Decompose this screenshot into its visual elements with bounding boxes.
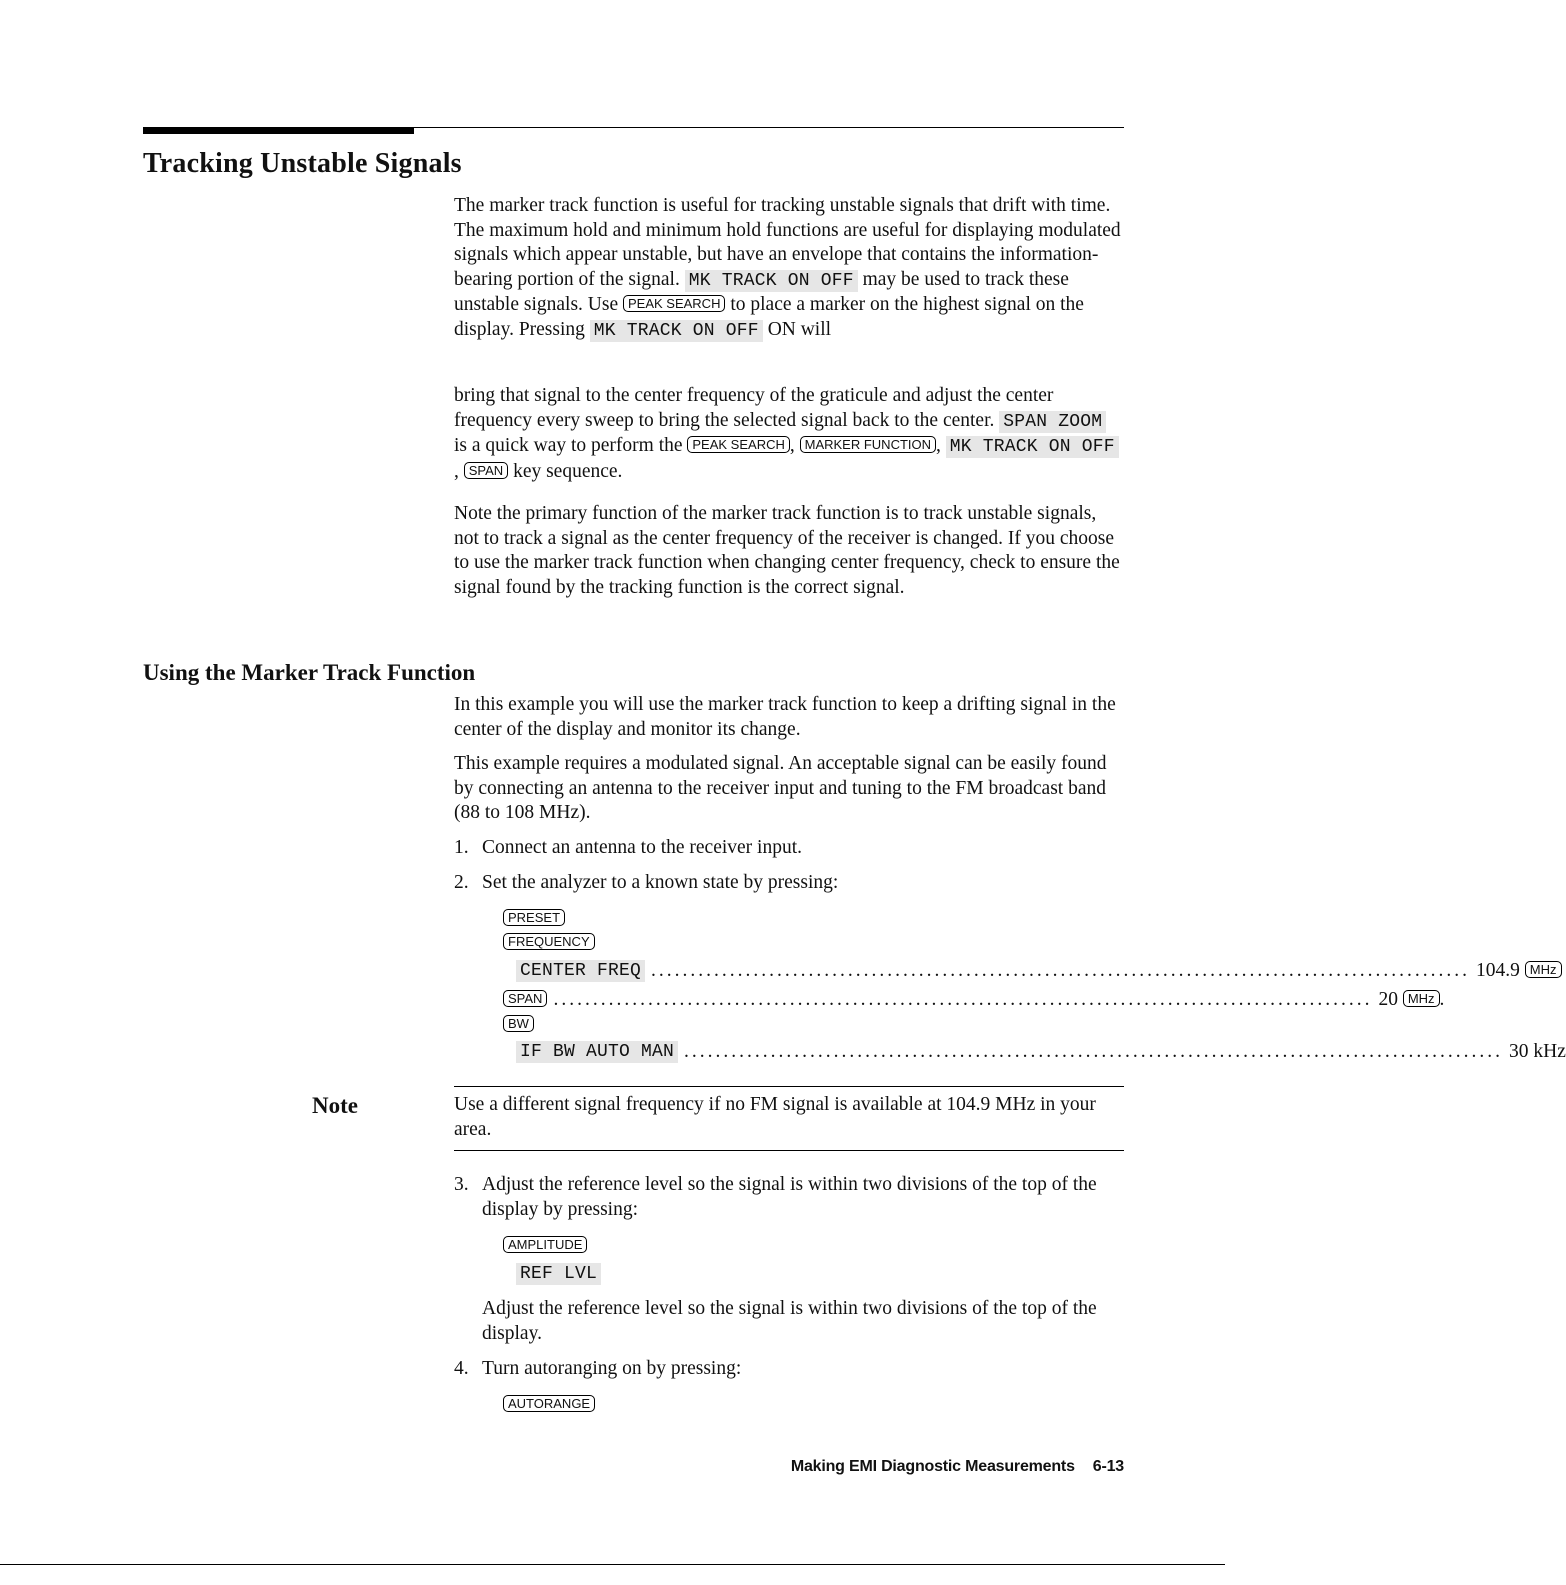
hardkey-autorange: AUTORANGE (503, 1395, 595, 1412)
key-row-frequency (503, 931, 595, 955)
hardkey-span: SPAN (503, 990, 547, 1007)
step-number: 3. (454, 1174, 469, 1195)
step-1 (454, 836, 1124, 861)
paragraph-2-text-a: bring that signal to the center frequency of the graticule and adjust the center frequency every sweep to bring the selected signal back to the center. (454, 385, 1054, 431)
span-value: 20 MHz . (1378, 989, 1445, 1010)
key-row-span (503, 988, 1445, 1012)
note-text: Use a different signal frequency if no FM signal is available at 104.9 MHz in your area. (454, 1094, 1096, 1140)
note-rule-top (454, 1086, 1124, 1087)
paragraph-2-text-e: , (454, 460, 464, 482)
footer-title: Making EMI Diagnostic Measurements (790, 1458, 1075, 1475)
section-rule-thin (414, 127, 1124, 128)
step-text: Connect an antenna to the receiver input. (482, 837, 802, 858)
dot-leader: ........................................................................................................ (684, 1041, 1504, 1062)
paragraph-2-text-d: , (936, 435, 946, 456)
step-number: 4. (454, 1358, 469, 1379)
paragraph-3-text: Note the primary function of the marker track function is to track unstable signals, not to track a signal as the center frequency of the receiver is changed. If you choose to use the marker track function when changing center frequency, check to ensure the signal found by the tracking function is the correct signal. (454, 503, 1120, 598)
paragraph-5 (454, 752, 1124, 826)
softkey-span-zoom: SPAN ZOOM (999, 411, 1106, 433)
hardkey-amplitude: AMPLITUDE (503, 1236, 587, 1253)
paragraph-1-text-c: to place a marker on the highest signal on the display. Pressing (454, 294, 1084, 340)
key-row-preset (503, 907, 565, 931)
hardkey-preset: PRESET (503, 909, 565, 926)
key-row-bw (503, 1013, 534, 1037)
softkey-ref-lvl: REF LVL (516, 1263, 601, 1285)
subsection-title: Using the Marker Track Function (143, 660, 476, 685)
paragraph-4-text: In this example you will use the marker track function to keep a drifting signal in the center of the display and monitor its change. (454, 694, 1116, 740)
if-bw-value: 30 kHz (1509, 1041, 1566, 1062)
step-3 (454, 1173, 1124, 1222)
dot-leader: ........................................................................................................ (651, 960, 1471, 981)
softkey-mk-track: MK TRACK ON OFF (946, 436, 1119, 458)
softkey-center-freq: CENTER FREQ (516, 960, 645, 982)
paragraph-2-text-f: key sequence. (508, 460, 623, 482)
step-text: Turn autoranging on by pressing: (482, 1358, 742, 1379)
section-rule-thick (143, 127, 414, 134)
step-text: Adjust the reference level so the signal is within two divisions of the top of the display. (482, 1298, 1097, 1344)
step-text: Adjust the reference level so the signal is within two divisions of the top of the display by pressing: (482, 1174, 1097, 1220)
key-row-if-bw (516, 1040, 1566, 1064)
key-row-center-freq (516, 959, 1557, 983)
hardkey-marker-function: MARKER FUNCTION (800, 436, 936, 453)
step-number: 2. (454, 872, 469, 893)
step-text: Set the analyzer to a known state by pressing: (482, 872, 839, 893)
hardkey-mhz: MHz (1525, 961, 1562, 978)
hardkey-bw: BW (503, 1015, 534, 1032)
softkey-mk-track: MK TRACK ON OFF (685, 270, 858, 292)
page-footer (791, 1458, 1124, 1476)
paragraph-1-text-d: ON will (762, 318, 832, 340)
section-title: Tracking Unstable Signals (143, 148, 462, 179)
hardkey-span: SPAN (464, 462, 508, 479)
hardkey-mhz: MHz (1403, 990, 1440, 1007)
paragraph-5-text: This example requires a modulated signal. An acceptable signal can be easily found by connecting an antenna to the receiver input and tuning to the FM broadcast band (88 to 108 MHz). (454, 753, 1107, 823)
paragraph-1-text-a: The marker track function is useful for tracking unstable signals that drift with time. The maximum hold and minimum hold functions are useful for displaying modulated signals which appear unstable, but have an envelope that contains the information-bearing portion of the signal. (454, 195, 1121, 290)
dot-leader: ........................................................................................................ (553, 989, 1373, 1010)
note-label: Note (312, 1093, 358, 1118)
hardkey-frequency: FREQUENCY (503, 933, 595, 950)
key-row-amplitude (503, 1234, 587, 1258)
paragraph-2-text-b: is a quick way to perform the (454, 435, 688, 456)
paragraph-2 (454, 384, 1124, 484)
paragraph-1 (454, 194, 1124, 343)
step-4 (454, 1357, 1124, 1382)
key-row-ref-lvl (516, 1261, 601, 1285)
hardkey-peak-search: PEAK SEARCH (687, 436, 789, 453)
page-bottom-rule (0, 1564, 1225, 1565)
page-number: 6-13 (1092, 1458, 1124, 1475)
step-3-followup (454, 1297, 1124, 1346)
step-2 (454, 871, 1124, 896)
hardkey-peak-search: PEAK SEARCH (623, 295, 725, 312)
step-number: 1. (454, 837, 469, 858)
note-rule-bottom (454, 1150, 1124, 1151)
paragraph-4 (454, 693, 1124, 742)
softkey-mk-track: MK TRACK ON OFF (590, 320, 763, 342)
softkey-if-bw-auto-man: IF BW AUTO MAN (516, 1041, 678, 1063)
key-row-autorange (503, 1393, 595, 1417)
paragraph-1-text-b: may be used to track these unstable signals. Use (454, 268, 1069, 315)
center-freq-value: 104.9 MHz (1476, 960, 1561, 982)
note-box (454, 1093, 1124, 1142)
paragraph-3 (454, 502, 1124, 600)
paragraph-2-text-c: , (789, 435, 795, 456)
